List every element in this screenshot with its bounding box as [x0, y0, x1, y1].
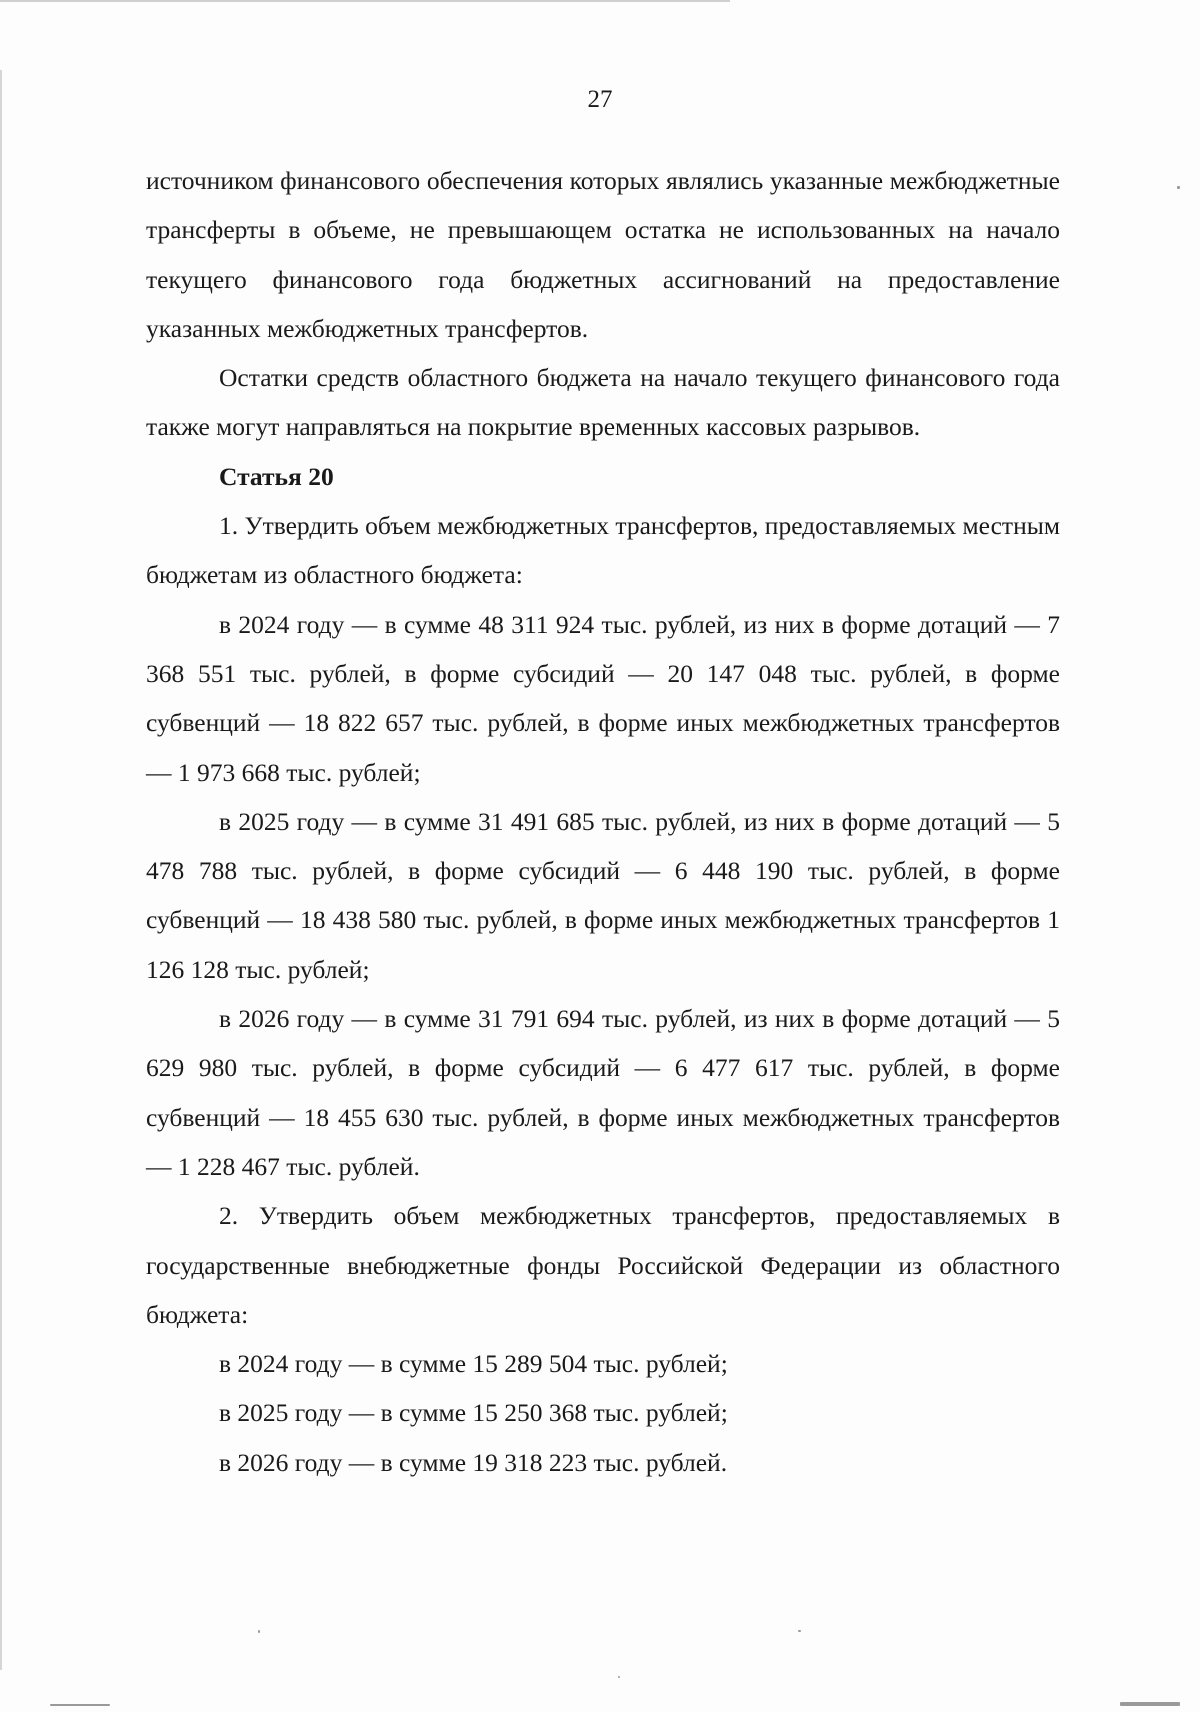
page-number: 27 [587, 86, 613, 113]
paragraph-2024-funds: в 2024 году — в сумме 15 289 504 тыс. рублей; [219, 1349, 728, 1379]
paragraph-2025-funds: в 2025 году — в сумме 15 250 368 тыс. рублей; [219, 1398, 728, 1428]
scan-speck [1177, 186, 1180, 189]
paragraph-continuation: источником финансового обеспечения которых являлись указанные межбюджетные трансферты в объеме, не превышающем остатка не использованных на начало текущего финансового года бюджетных ассигнований на предоставление указанных межбюджетных трансфертов. [146, 166, 1060, 343]
document-body [146, 156, 1060, 1487]
scan-edge-left [0, 70, 2, 1670]
paragraph-2024-local: в 2024 году — в сумме 48 311 924 тыс. рублей, из них в форме дотаций — 7 368 551 тыс. рублей, в форме субсидий — 20 147 048 тыс. рублей, в форме субвенций — 18 822 657 тыс. рублей, в форме иных межбюджетных трансфертов — 1 973 668 тыс. рублей; [146, 609, 1060, 787]
scan-speck [1120, 1702, 1180, 1706]
article-heading: Статья 20 [219, 461, 334, 491]
scan-speck [798, 1630, 801, 1632]
scan-edge-top [0, 0, 730, 2]
paragraph-item-2: 2. Утвердить объем межбюджетных трансфертов, предоставляемых в государственные внебюджетные фонды Российской Федерации из областного бюджета: [146, 1201, 1060, 1329]
paragraph-balances: Остатки средств областного бюджета на начало текущего финансового года также могут направляться на покрытие временных кассовых разрывов. [146, 363, 1060, 442]
paragraph-2026-funds: в 2026 году — в сумме 19 318 223 тыс. рублей. [219, 1447, 728, 1477]
scan-speck [50, 1704, 110, 1706]
paragraph-2025-local: в 2025 году — в сумме 31 491 685 тыс. рублей, из них в форме дотаций — 5 478 788 тыс. рублей, в форме субсидий — 6 448 190 тыс. рублей, в форме субвенций — 18 438 580 тыс. рублей, в форме иных межбюджетных трансфертов 1 126 128 тыс. рублей; [146, 806, 1060, 984]
paragraph-item-1: 1. Утвердить объем межбюджетных трансфертов, предоставляемых местным бюджетам из областного бюджета: [146, 511, 1060, 590]
paragraph-2026-local: в 2026 году — в сумме 31 791 694 тыс. рублей, из них в форме дотаций — 5 629 980 тыс. рублей, в форме субсидий — 6 477 617 тыс. рублей, в форме субвенций — 18 455 630 тыс. рублей, в форме иных межбюджетных трансфертов — 1 228 467 тыс. рублей. [146, 1004, 1060, 1181]
scan-speck [618, 1676, 620, 1678]
scan-speck [258, 1630, 260, 1633]
